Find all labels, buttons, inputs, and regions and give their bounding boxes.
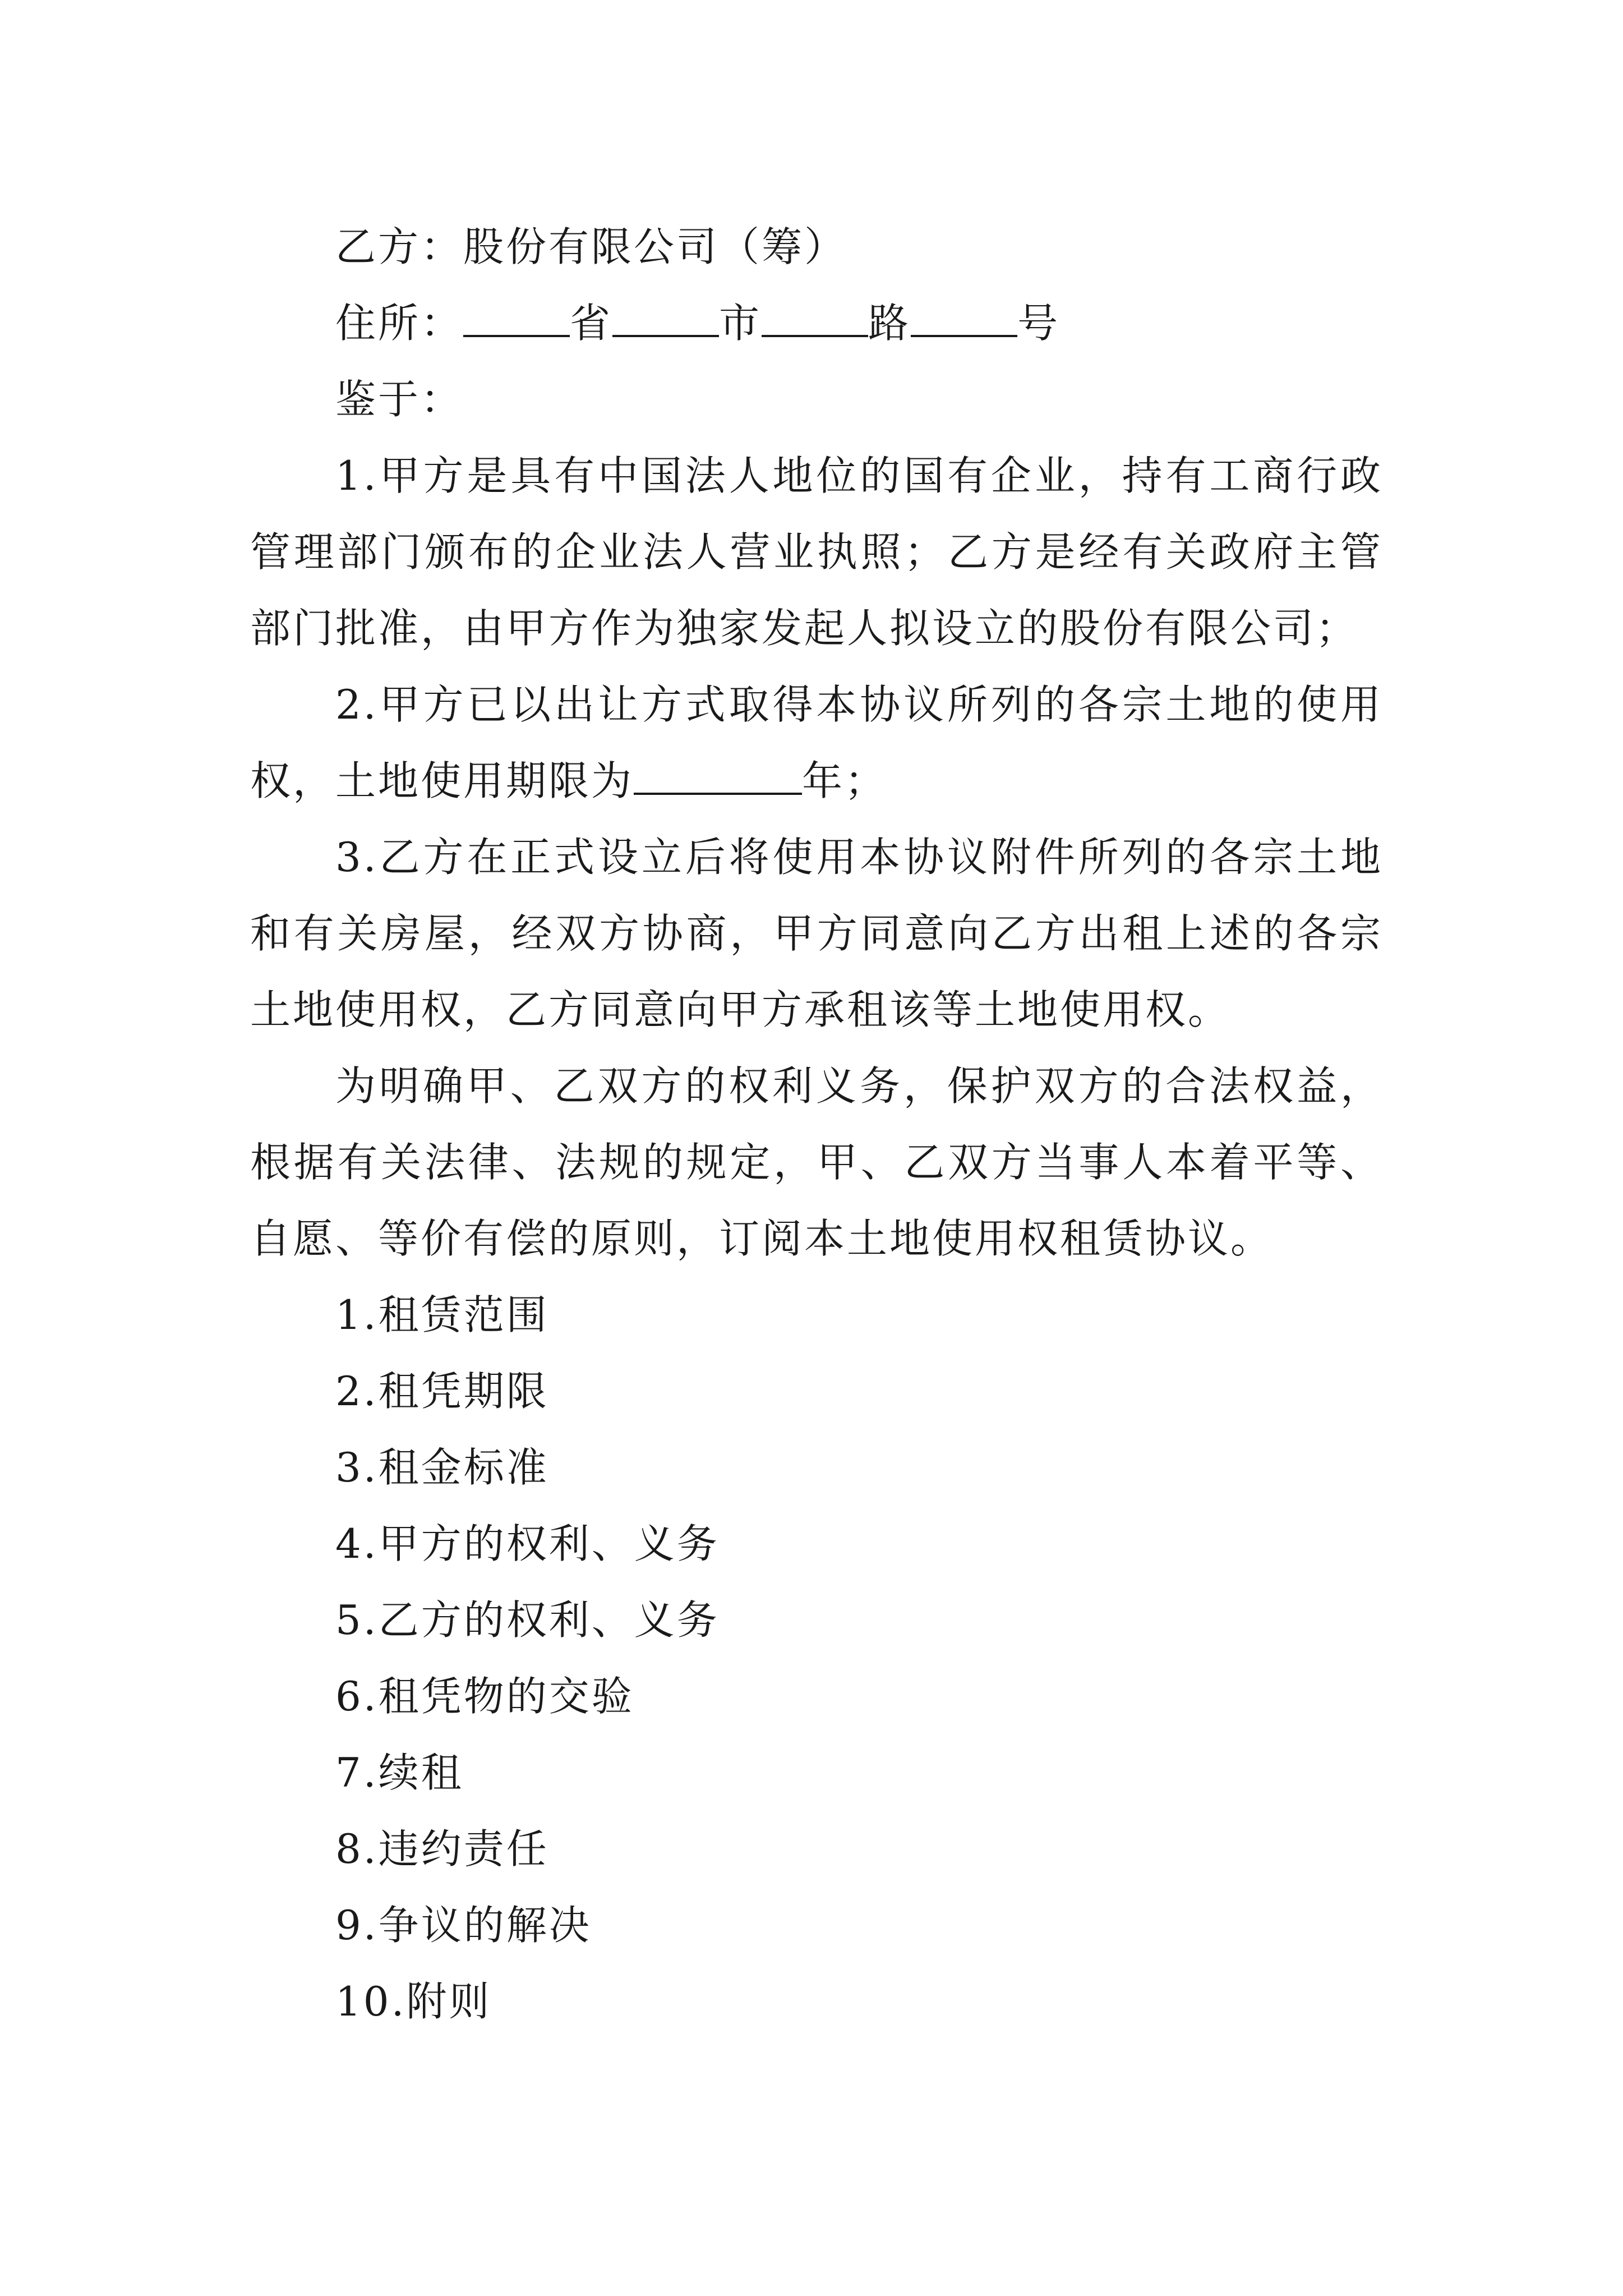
whereas-clause-3: 3.乙方在正式设立后将使用本协议附件所列的各宗土地和有关房屋，经双方协商，甲方同意向乙方出租上述的各宗土地使用权，乙方同意向甲方承租该等土地使用权。	[250, 834, 1383, 1033]
section-item: 4.甲方的权利、义务	[335, 1520, 720, 1567]
province-suffix: 省	[570, 300, 613, 347]
whereas-clause-2	[250, 666, 1383, 819]
land-term-blank	[634, 758, 802, 795]
section-item: 10.附则	[335, 1978, 492, 2025]
whereas-clause-2-text: 2.甲方已以出让方式取得本协议所列的各宗土地的使用权，土地使用期限为	[250, 681, 1383, 804]
section-item: 6.租凭物的交验	[335, 1673, 634, 1720]
number-blank	[911, 300, 1017, 337]
city-blank	[612, 300, 719, 337]
section-item: 2.租凭期限	[335, 1368, 549, 1415]
road-suffix: 路	[868, 300, 911, 347]
province-blank	[463, 300, 570, 337]
whereas-clause-2-suffix: 年；	[802, 757, 888, 804]
section-item: 9.争议的解决	[335, 1902, 592, 1949]
address-line	[250, 285, 1383, 361]
whereas-clause-1: 1.甲方是具有中国法人地位的国有企业，持有工商行政管理部门颁布的企业法人营业执照；乙方是经有关政府主管部门批准，由甲方作为独家发起人拟设立的股份有限公司；	[250, 452, 1383, 652]
section-item: 1.租赁范围	[335, 1291, 549, 1338]
party-b-line	[250, 209, 1383, 285]
address-label: 住所：	[335, 300, 464, 347]
whereas-label: 鉴于：	[335, 376, 464, 423]
road-blank	[762, 300, 868, 337]
section-item: 3.租金标准	[335, 1444, 549, 1491]
section-item: 5.乙方的权利、义务	[335, 1596, 720, 1644]
purpose-paragraph: 为明确甲、乙双方的权利义务，保护双方的合法权益，根据有关法律、法规的规定，甲、乙双方当事人本着平等、自愿、等价有偿的原则，订阅本土地使用权租赁协议。	[250, 1062, 1383, 1262]
section-item: 7.续租	[335, 1749, 464, 1796]
party-b-value: 股份有限公司（筹）	[463, 223, 847, 270]
section-item: 8.违约责任	[335, 1825, 549, 1872]
number-suffix: 号	[1017, 300, 1061, 347]
party-b-label: 乙方：	[335, 223, 464, 270]
city-suffix: 市	[719, 300, 762, 347]
document-body	[250, 209, 1383, 2040]
